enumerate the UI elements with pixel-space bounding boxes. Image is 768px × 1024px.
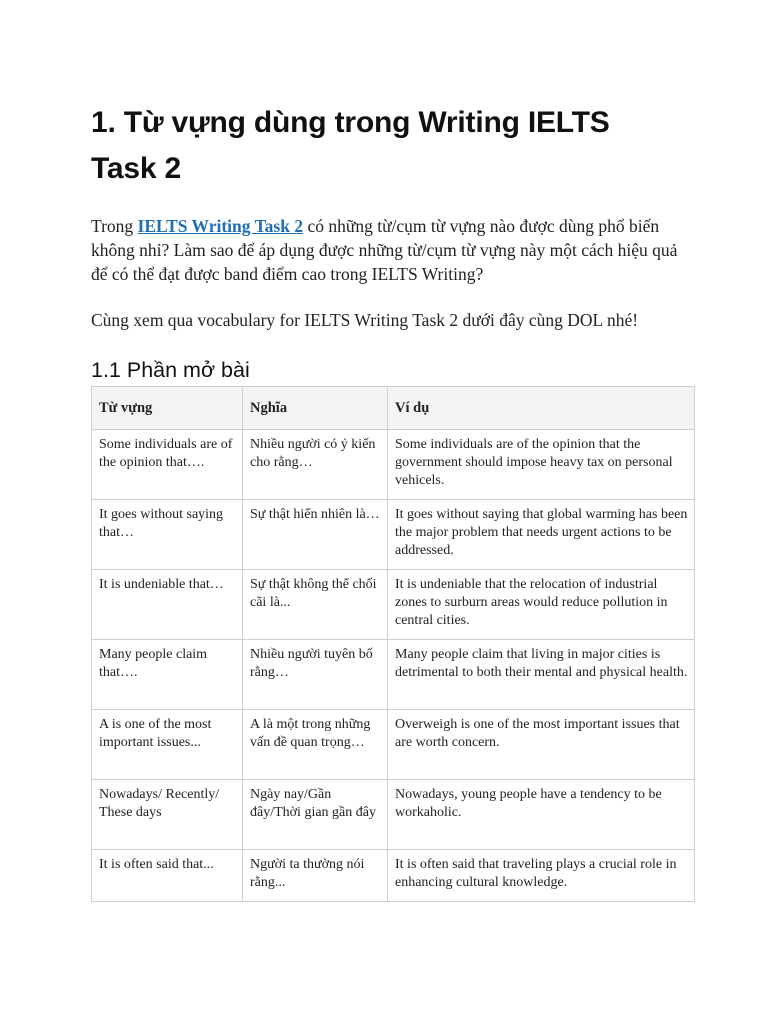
cell-example: It goes without saying that global warming has been the major problem that needs urgent actions to be addressed.: [388, 500, 695, 570]
table-row: [92, 710, 695, 780]
cell-meaning: Nhiều người tuyên bố rằng…: [243, 640, 388, 710]
section-title: 1.1 Phần mở bài: [91, 358, 250, 382]
table-row: [92, 430, 695, 500]
main-heading: [91, 100, 693, 192]
cell-meaning: Nhiều người có ý kiến cho rằng…: [243, 430, 388, 500]
cell-vocabulary: It is undeniable that…: [92, 570, 243, 640]
cell-example: Some individuals are of the opinion that the government should impose heavy tax on personal vehicels.: [388, 430, 695, 500]
cell-example: It is undeniable that the relocation of industrial zones to surburn areas would reduce pollution in central cities.: [388, 570, 695, 640]
cell-example: Many people claim that living in major cities is detrimental to both their mental and physical health.: [388, 640, 695, 710]
header-example: Ví dụ: [388, 387, 695, 430]
header-vocabulary: Từ vựng: [92, 387, 243, 430]
table-header-row: [92, 387, 695, 430]
cell-meaning: Sự thật hiển nhiên là…: [243, 500, 388, 570]
table-row: [92, 850, 695, 902]
cell-meaning: A là một trong những vấn đề quan trọng…: [243, 710, 388, 780]
intro-prefix: Trong: [91, 216, 138, 236]
intro-suffix: có những từ/cụm từ vựng nào được dùng phổ biến không nhỉ? Làm sao để áp dụng được những từ/cụm từ vựng này một cách hiệu quả để có thể đạt được band điểm cao trong IELTS Writing?: [91, 216, 678, 284]
table-row: [92, 780, 695, 850]
main-heading-line-2: Task 2: [91, 152, 181, 185]
table-row: [92, 570, 695, 640]
cell-vocabulary: Nowadays/ Recently/ These days: [92, 780, 243, 850]
cell-meaning: Sự thật không thể chối cãi là...: [243, 570, 388, 640]
cell-meaning: Ngày nay/Gần đây/Thời gian gần đây: [243, 780, 388, 850]
cell-example: Nowadays, young people have a tendency to be workaholic.: [388, 780, 695, 850]
cell-vocabulary: It goes without saying that…: [92, 500, 243, 570]
cell-vocabulary: It is often said that...: [92, 850, 243, 902]
cell-vocabulary: A is one of the most important issues...: [92, 710, 243, 780]
header-meaning: Nghĩa: [243, 387, 388, 430]
main-heading-line-1: 1. Từ vựng dùng trong Writing IELTS: [91, 106, 610, 139]
vocabulary-table: [91, 386, 695, 902]
ielts-writing-task-2-link[interactable]: IELTS Writing Task 2: [137, 216, 304, 236]
document-page: [91, 100, 693, 902]
cell-vocabulary: Many people claim that….: [92, 640, 243, 710]
cell-meaning: Người ta thường nói rằng...: [243, 850, 388, 902]
cell-example: Overweigh is one of the most important issues that are worth concern.: [388, 710, 695, 780]
intro-paragraph-2: Cùng xem qua vocabulary for IELTS Writing Task 2 dưới đây cùng DOL nhé!: [91, 310, 639, 330]
intro-paragraph: [91, 214, 693, 286]
cell-example: It is often said that traveling plays a crucial role in enhancing cultural knowledge.: [388, 850, 695, 902]
table-row: [92, 640, 695, 710]
table-row: [92, 500, 695, 570]
cell-vocabulary: Some individuals are of the opinion that….: [92, 430, 243, 500]
